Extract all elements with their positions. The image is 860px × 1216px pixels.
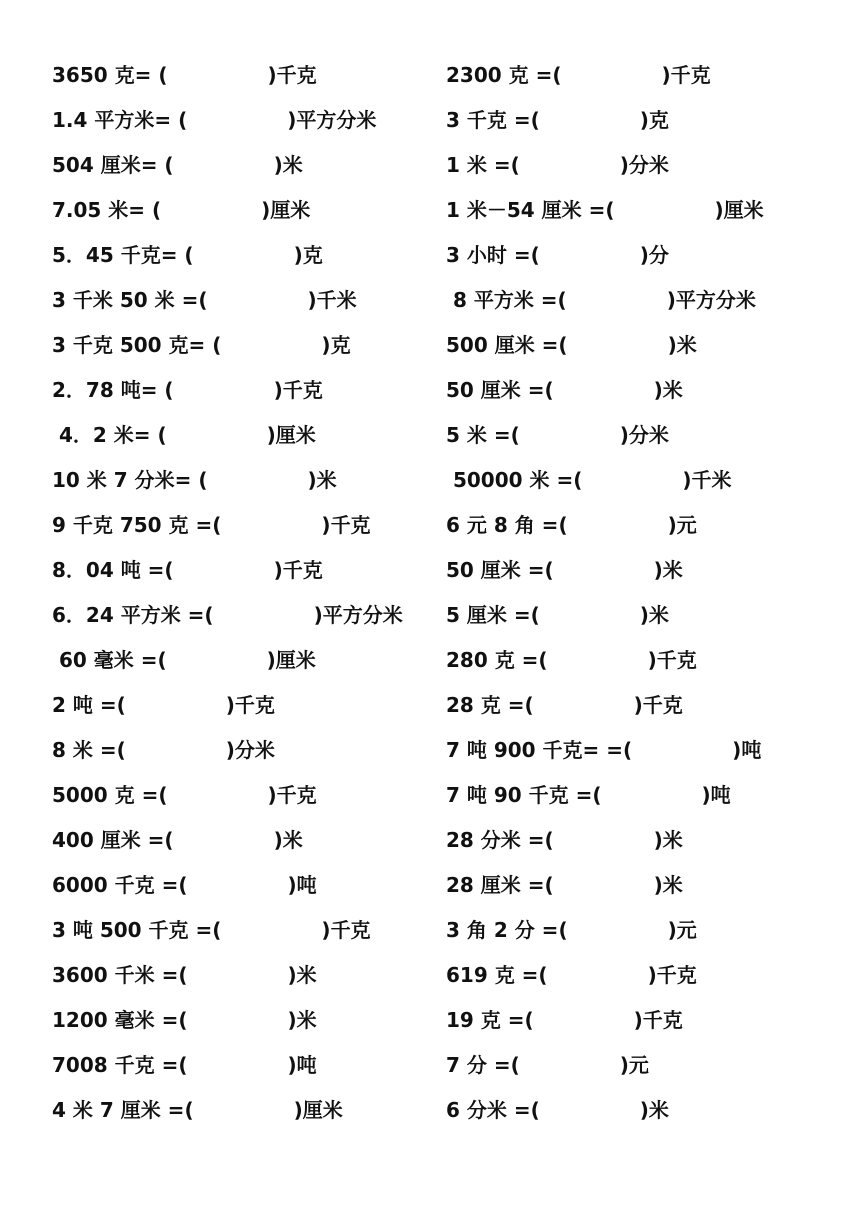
conversion-problem bbox=[52, 865, 403, 910]
conversion-problem bbox=[52, 640, 403, 685]
problem-expression: 2．78 吨= ( bbox=[52, 378, 174, 402]
conversion-problem bbox=[52, 55, 403, 100]
problem-expression: 3650 克= ( bbox=[52, 63, 168, 87]
conversion-problem bbox=[446, 145, 764, 190]
problem-expression: 28 厘米 =( bbox=[446, 873, 554, 897]
problem-unit: )千米 bbox=[307, 288, 357, 312]
problem-unit: )元 bbox=[667, 513, 697, 537]
problem-expression: 60 毫米 =( bbox=[52, 648, 167, 672]
problem-unit: )元 bbox=[619, 1053, 649, 1077]
problem-unit: )分米 bbox=[619, 423, 669, 447]
problem-unit: )米 bbox=[307, 468, 337, 492]
conversion-problem bbox=[52, 595, 403, 640]
problem-expression: 28 分米 =( bbox=[446, 828, 554, 852]
problem-unit: )千克 bbox=[267, 63, 317, 87]
problem-expression: 1 米－54 厘米 =( bbox=[446, 198, 615, 222]
problem-expression: 5 厘米 =( bbox=[446, 603, 540, 627]
problem-expression: 4．2 米= ( bbox=[52, 423, 167, 447]
problem-expression: 50000 米 =( bbox=[446, 468, 583, 492]
problem-unit: )千克 bbox=[661, 63, 711, 87]
problem-unit: )厘米 bbox=[714, 198, 764, 222]
conversion-problem bbox=[446, 55, 764, 100]
problem-expression: 3 千米 50 米 =( bbox=[52, 288, 208, 312]
problem-unit: )分 bbox=[639, 243, 669, 267]
problem-unit: )克 bbox=[639, 108, 669, 132]
problem-expression: 5．45 千克= ( bbox=[52, 243, 194, 267]
problem-expression: 619 克 =( bbox=[446, 963, 548, 987]
problem-expression: 500 厘米 =( bbox=[446, 333, 568, 357]
problem-unit: )米 bbox=[653, 828, 683, 852]
problem-unit: )千克 bbox=[321, 513, 371, 537]
problem-unit: )米 bbox=[653, 378, 683, 402]
problem-unit: )分米 bbox=[619, 153, 669, 177]
problem-unit: )元 bbox=[667, 918, 697, 942]
problem-expression: 3 吨 500 千克 =( bbox=[52, 918, 222, 942]
problem-unit: )米 bbox=[287, 1008, 317, 1032]
conversion-problem bbox=[52, 955, 403, 1000]
problem-expression: 3 千克 =( bbox=[446, 108, 540, 132]
conversion-problem bbox=[446, 100, 764, 145]
problem-expression: 8 米 =( bbox=[52, 738, 126, 762]
problem-expression: 1.4 平方米= ( bbox=[52, 108, 188, 132]
conversion-problem bbox=[446, 820, 764, 865]
conversion-problem bbox=[446, 415, 764, 460]
problem-expression: 504 厘米= ( bbox=[52, 153, 174, 177]
conversion-problem bbox=[446, 1000, 764, 1045]
problem-unit: )千克 bbox=[633, 1008, 683, 1032]
right-column bbox=[446, 55, 764, 1135]
problem-expression: 6．24 平方米 =( bbox=[52, 603, 214, 627]
problem-unit: )米 bbox=[273, 153, 303, 177]
problem-unit: )千克 bbox=[273, 558, 323, 582]
problem-unit: )米 bbox=[667, 333, 697, 357]
problem-expression: 5000 克 =( bbox=[52, 783, 168, 807]
conversion-problem bbox=[446, 775, 764, 820]
problem-expression: 3 小时 =( bbox=[446, 243, 540, 267]
problem-expression: 7 吨 90 千克 =( bbox=[446, 783, 602, 807]
problem-unit: )千克 bbox=[647, 648, 697, 672]
problem-expression: 50 厘米 =( bbox=[446, 378, 554, 402]
problem-expression: 1 米 =( bbox=[446, 153, 520, 177]
problem-unit: )千克 bbox=[273, 378, 323, 402]
problem-expression: 8．04 吨 =( bbox=[52, 558, 174, 582]
conversion-problem bbox=[446, 370, 764, 415]
problem-expression: 6 元 8 角 =( bbox=[446, 513, 568, 537]
conversion-problem bbox=[446, 640, 764, 685]
problem-unit: )千克 bbox=[225, 693, 275, 717]
problem-unit: )千克 bbox=[267, 783, 317, 807]
problem-unit: )吨 bbox=[732, 738, 762, 762]
conversion-problem bbox=[52, 910, 403, 955]
conversion-problem bbox=[52, 1045, 403, 1090]
problem-unit: )厘米 bbox=[293, 1098, 343, 1122]
conversion-problem bbox=[446, 460, 764, 505]
conversion-problem bbox=[446, 685, 764, 730]
conversion-problem bbox=[52, 370, 403, 415]
problem-expression: 6000 千克 =( bbox=[52, 873, 188, 897]
conversion-problem bbox=[52, 415, 403, 460]
problem-unit: )吨 bbox=[287, 873, 317, 897]
problem-unit: )克 bbox=[321, 333, 351, 357]
conversion-problem bbox=[52, 685, 403, 730]
problem-unit: )厘米 bbox=[266, 423, 316, 447]
problem-expression: 3 角 2 分 =( bbox=[446, 918, 568, 942]
problem-unit: )克 bbox=[293, 243, 323, 267]
conversion-problem bbox=[52, 1000, 403, 1045]
problem-unit: )千米 bbox=[682, 468, 732, 492]
problem-unit: )吨 bbox=[701, 783, 731, 807]
problem-expression: 10 米 7 分米= ( bbox=[52, 468, 208, 492]
conversion-problem bbox=[52, 235, 403, 280]
problem-unit: )千克 bbox=[321, 918, 371, 942]
problem-unit: )米 bbox=[639, 603, 669, 627]
conversion-problem bbox=[52, 820, 403, 865]
conversion-problem bbox=[52, 145, 403, 190]
problem-expression: 7 分 =( bbox=[446, 1053, 520, 1077]
problem-expression: 2 吨 =( bbox=[52, 693, 126, 717]
problem-unit: )厘米 bbox=[266, 648, 316, 672]
conversion-problem bbox=[52, 1090, 403, 1135]
conversion-problem bbox=[52, 460, 403, 505]
problem-expression: 5 米 =( bbox=[446, 423, 520, 447]
conversion-problem bbox=[52, 775, 403, 820]
problem-expression: 28 克 =( bbox=[446, 693, 534, 717]
conversion-problem bbox=[446, 235, 764, 280]
problem-expression: 2300 克 =( bbox=[446, 63, 562, 87]
conversion-problem bbox=[446, 505, 764, 550]
problem-expression: 400 厘米 =( bbox=[52, 828, 174, 852]
conversion-problem bbox=[446, 595, 764, 640]
problem-unit: )米 bbox=[273, 828, 303, 852]
problem-expression: 50 厘米 =( bbox=[446, 558, 554, 582]
problem-expression: 3600 千米 =( bbox=[52, 963, 188, 987]
problem-expression: 1200 毫米 =( bbox=[52, 1008, 188, 1032]
problem-unit: )分米 bbox=[225, 738, 275, 762]
conversion-problem bbox=[52, 730, 403, 775]
problem-expression: 7008 千克 =( bbox=[52, 1053, 188, 1077]
problem-unit: )米 bbox=[287, 963, 317, 987]
conversion-problem bbox=[52, 325, 403, 370]
problem-unit: )平方分米 bbox=[666, 288, 756, 312]
conversion-problem bbox=[446, 1045, 764, 1090]
problem-unit: )米 bbox=[639, 1098, 669, 1122]
conversion-problem bbox=[446, 325, 764, 370]
problem-expression: 7.05 米= ( bbox=[52, 198, 162, 222]
conversion-problem bbox=[446, 190, 764, 235]
conversion-problem bbox=[446, 910, 764, 955]
problem-expression: 19 克 =( bbox=[446, 1008, 534, 1032]
problem-unit: )千克 bbox=[647, 963, 697, 987]
problem-expression: 4 米 7 厘米 =( bbox=[52, 1098, 194, 1122]
problem-unit: )米 bbox=[653, 558, 683, 582]
problem-expression: 6 分米 =( bbox=[446, 1098, 540, 1122]
problem-unit: )吨 bbox=[287, 1053, 317, 1077]
conversion-problem bbox=[446, 550, 764, 595]
problem-unit: )平方分米 bbox=[313, 603, 403, 627]
problem-expression: 8 平方米 =( bbox=[446, 288, 567, 312]
conversion-problem bbox=[52, 550, 403, 595]
conversion-problem bbox=[446, 1090, 764, 1135]
conversion-problem bbox=[52, 280, 403, 325]
conversion-problem bbox=[446, 955, 764, 1000]
problem-expression: 3 千克 500 克= ( bbox=[52, 333, 222, 357]
problem-expression: 280 克 =( bbox=[446, 648, 548, 672]
problem-unit: )米 bbox=[653, 873, 683, 897]
conversion-problem bbox=[52, 190, 403, 235]
left-column bbox=[52, 55, 403, 1135]
problem-expression: 7 吨 900 千克= =( bbox=[446, 738, 633, 762]
problem-unit: )厘米 bbox=[261, 198, 311, 222]
conversion-problem bbox=[446, 865, 764, 910]
problem-unit: )平方分米 bbox=[287, 108, 377, 132]
conversion-problem bbox=[52, 100, 403, 145]
conversion-problem bbox=[446, 280, 764, 325]
conversion-problem bbox=[52, 505, 403, 550]
problem-unit: )千克 bbox=[633, 693, 683, 717]
conversion-problem bbox=[446, 730, 764, 775]
problem-expression: 9 千克 750 克 =( bbox=[52, 513, 222, 537]
